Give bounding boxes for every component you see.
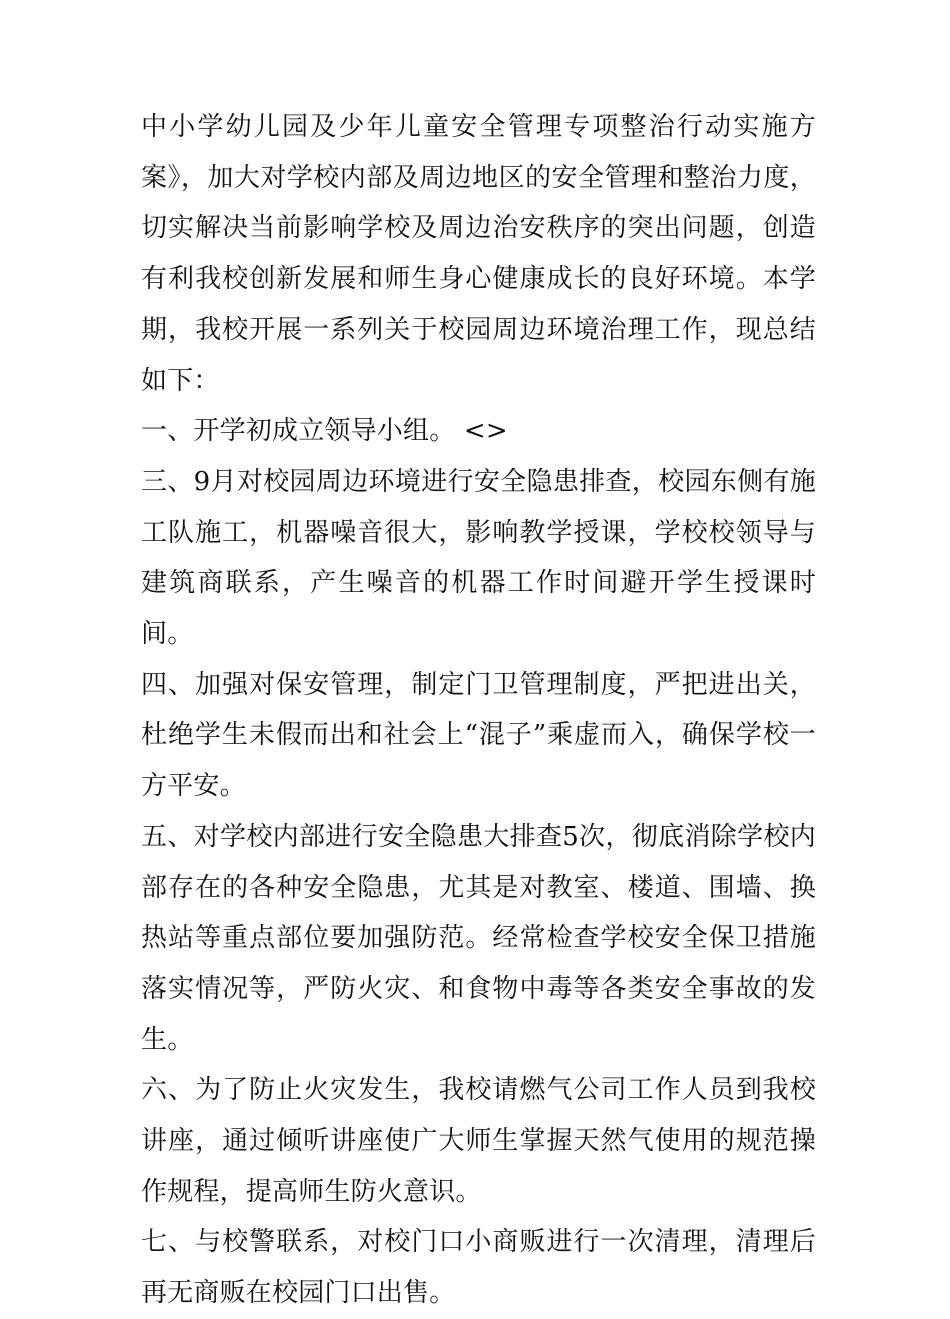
document-body [141, 102, 816, 1319]
paragraph-item-7: 七、与校警联系，对校门口小商贩进行一次清理，清理后再无商贩在校园门口出售。 [141, 1227, 816, 1309]
paragraph-intro: 中小学幼儿园及少年儿童安全管理专项整治行动实施方案》，加大对学校内部及周边地区的安全管理和整治力度，切实解决当前影响学校及周边治安秩序的突出问题，创造有利我校创新发展和师生身心健康成长的良好环境。本学期，我校开展一系列关于校园周边环境治理工作，现总结如下： [141, 112, 816, 396]
paragraph-item-3: 三、9月对校园周边环境进行安全隐患排查，校园东侧有施工队施工，机器噪音很大，影响教学授课，学校校领导与建筑商联系，产生噪音的机器工作时间避开学生授课时间。 [141, 466, 816, 650]
paragraph-item-6: 六、为了防止火灾发生，我校请燃气公司工作人员到我校讲座，通过倾听讲座使广大师生掌握天然气使用的规范操作规程，提高师生防火意识。 [141, 1075, 816, 1207]
paragraph-item-1: 一、开学初成立领导小组。 <> [141, 416, 508, 447]
paragraph-item-4: 四、加强对保安管理，制定门卫管理制度，严把进出关，杜绝学生未假而出和社会上“混子”乘虚而入，确保学校一方平安。 [141, 669, 816, 802]
paragraph-item-5: 五、对学校内部进行安全隐患大排查5次，彻底消除学校内部存在的各种安全隐患，尤其是对教室、楼道、围墙、换热站等重点部位要加强防范。经常检查学校安全保卫措施落实情况等，严防火灾、和食物中毒等各类安全事故的发生。 [141, 821, 816, 1055]
